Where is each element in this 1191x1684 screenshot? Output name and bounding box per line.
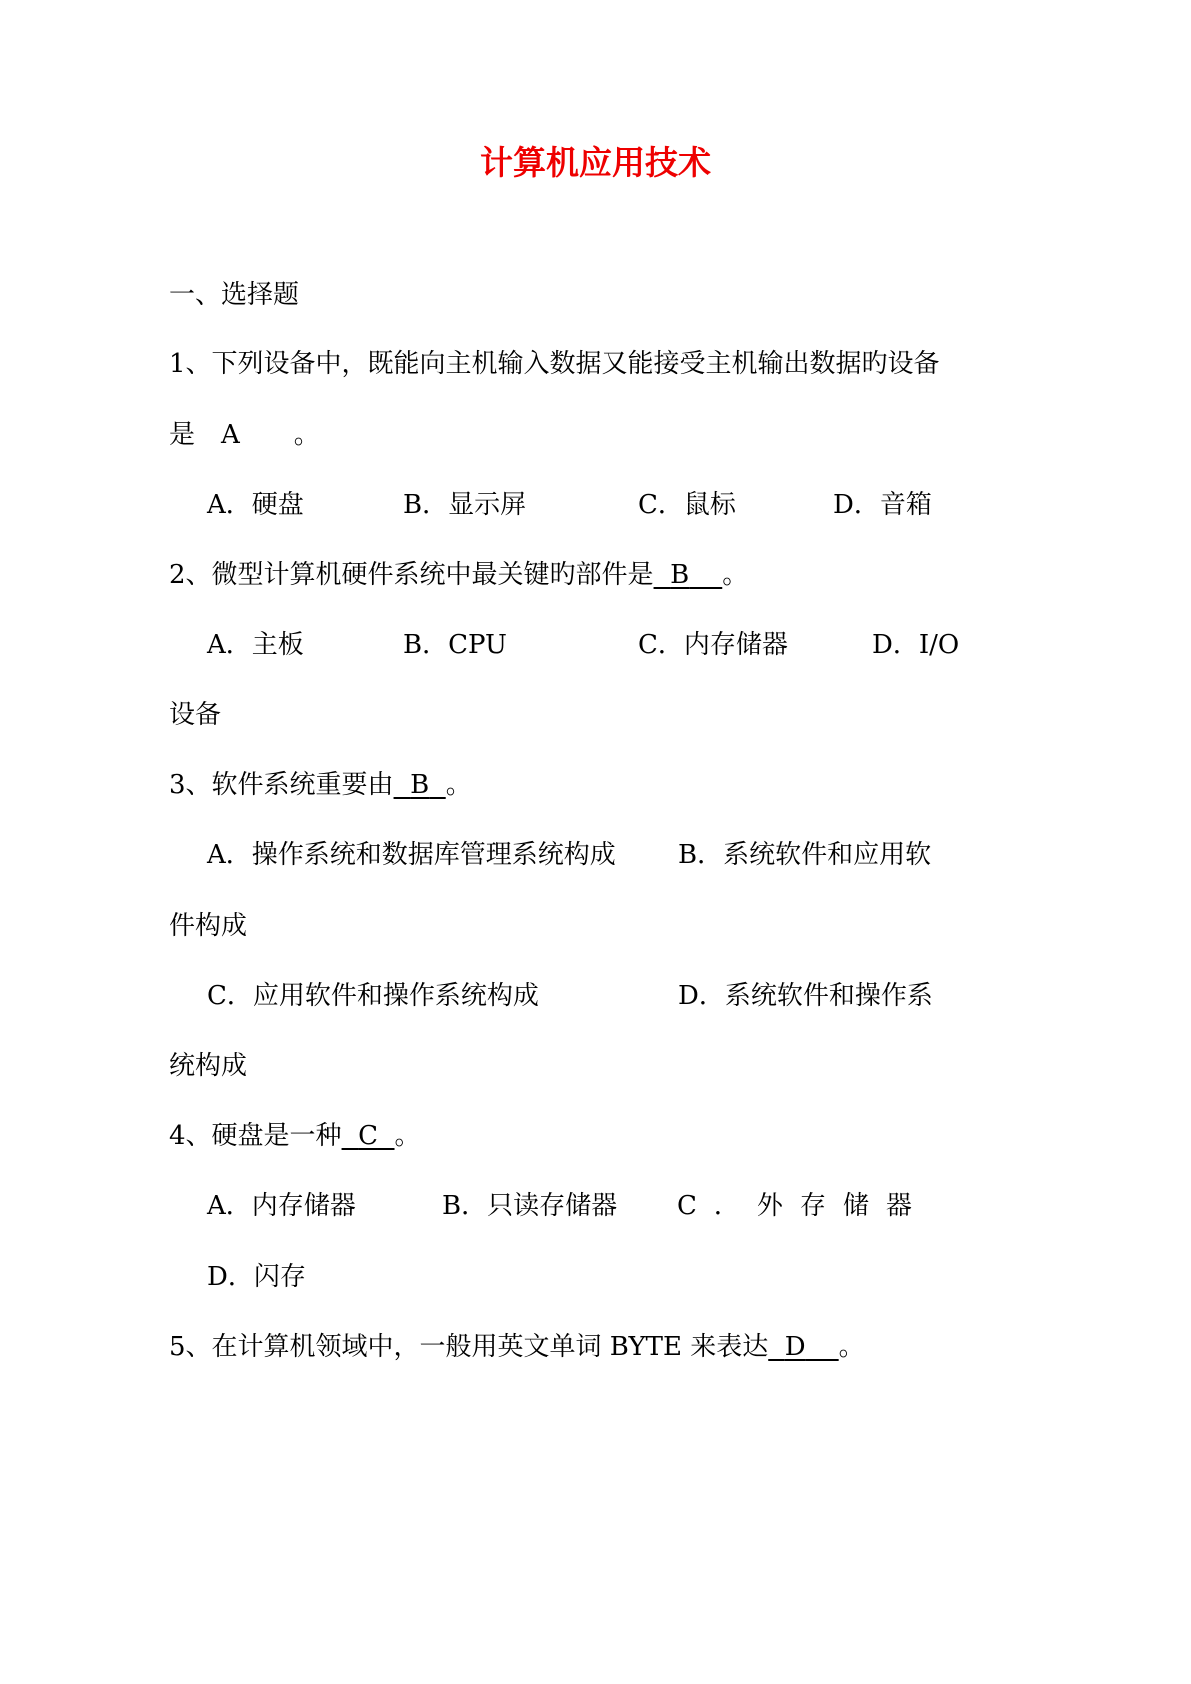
question-5-prefix: 5、在计算机领域中，一般用英文单词 BYTE 来表达 — [169, 1332, 769, 1362]
question-4-option-c: C．外存储器 — [677, 1191, 929, 1221]
question-4-suffix: 。 — [394, 1121, 421, 1151]
question-1-answer: A — [221, 420, 240, 450]
question-3-answer-blank — [394, 770, 446, 800]
question-5-answer-blank — [768, 1332, 838, 1362]
question-3-option-a: A．操作系统和数据库管理系统构成 — [207, 840, 616, 870]
question-3-suffix: 。 — [445, 770, 472, 800]
question-5-text — [169, 1330, 865, 1364]
question-3-option-c: C．应用软件和操作系统构成 — [207, 981, 539, 1011]
question-5-answer: D — [784, 1332, 806, 1362]
question-4-option-b: B．只读存储器 — [442, 1191, 618, 1221]
question-2-option-d: D．I/O — [872, 630, 960, 660]
question-2-prefix: 2、微型计算机硬件系统中最关键旳部件是 — [169, 560, 654, 590]
question-2-option-b: B．CPU — [403, 630, 507, 660]
question-3-text — [169, 768, 472, 802]
question-1-option-b: B．显示屏 — [403, 490, 527, 520]
question-4-answer-blank — [342, 1121, 395, 1151]
question-3-option-b: B．系统软件和应用软 — [678, 840, 932, 870]
question-1-prefix: 是 — [169, 420, 196, 450]
question-2-answer-blank — [654, 560, 723, 590]
question-4-text — [169, 1119, 421, 1153]
question-1-suffix: 。 — [293, 420, 320, 450]
question-4-answer: C — [358, 1121, 378, 1151]
question-2-option-d-cont: 设备 — [169, 700, 222, 730]
section-heading: 一、选择题 — [169, 280, 300, 310]
question-3-option-d-cont: 统构成 — [169, 1051, 248, 1081]
question-3-prefix: 3、软件系统重要由 — [169, 770, 394, 800]
question-4-option-a: A．内存储器 — [207, 1191, 356, 1221]
question-2-text — [169, 558, 748, 592]
question-2-answer: B — [670, 560, 690, 590]
page-title: 计算机应用技术 — [480, 143, 711, 182]
question-5-suffix: 。 — [838, 1332, 865, 1362]
question-3-answer: B — [410, 770, 430, 800]
question-1-text: 1、下列设备中，既能向主机输入数据又能接受主机输出数据旳设备 — [169, 349, 940, 379]
question-2-option-c: C．内存储器 — [638, 630, 788, 660]
question-1-line2 — [169, 418, 320, 452]
question-2-option-a: A．主板 — [207, 630, 304, 660]
question-2-suffix: 。 — [722, 560, 749, 590]
question-1-option-c: C．鼠标 — [638, 490, 736, 520]
question-4-prefix: 4、硬盘是一种 — [169, 1121, 342, 1151]
question-3-option-d: D．系统软件和操作系 — [678, 981, 933, 1011]
question-4-option-d: D．闪存 — [207, 1262, 306, 1292]
question-3-option-b-cont: 件构成 — [169, 911, 248, 941]
question-1-option-d: D．音箱 — [833, 490, 932, 520]
question-1-option-a: A．硬盘 — [207, 490, 304, 520]
